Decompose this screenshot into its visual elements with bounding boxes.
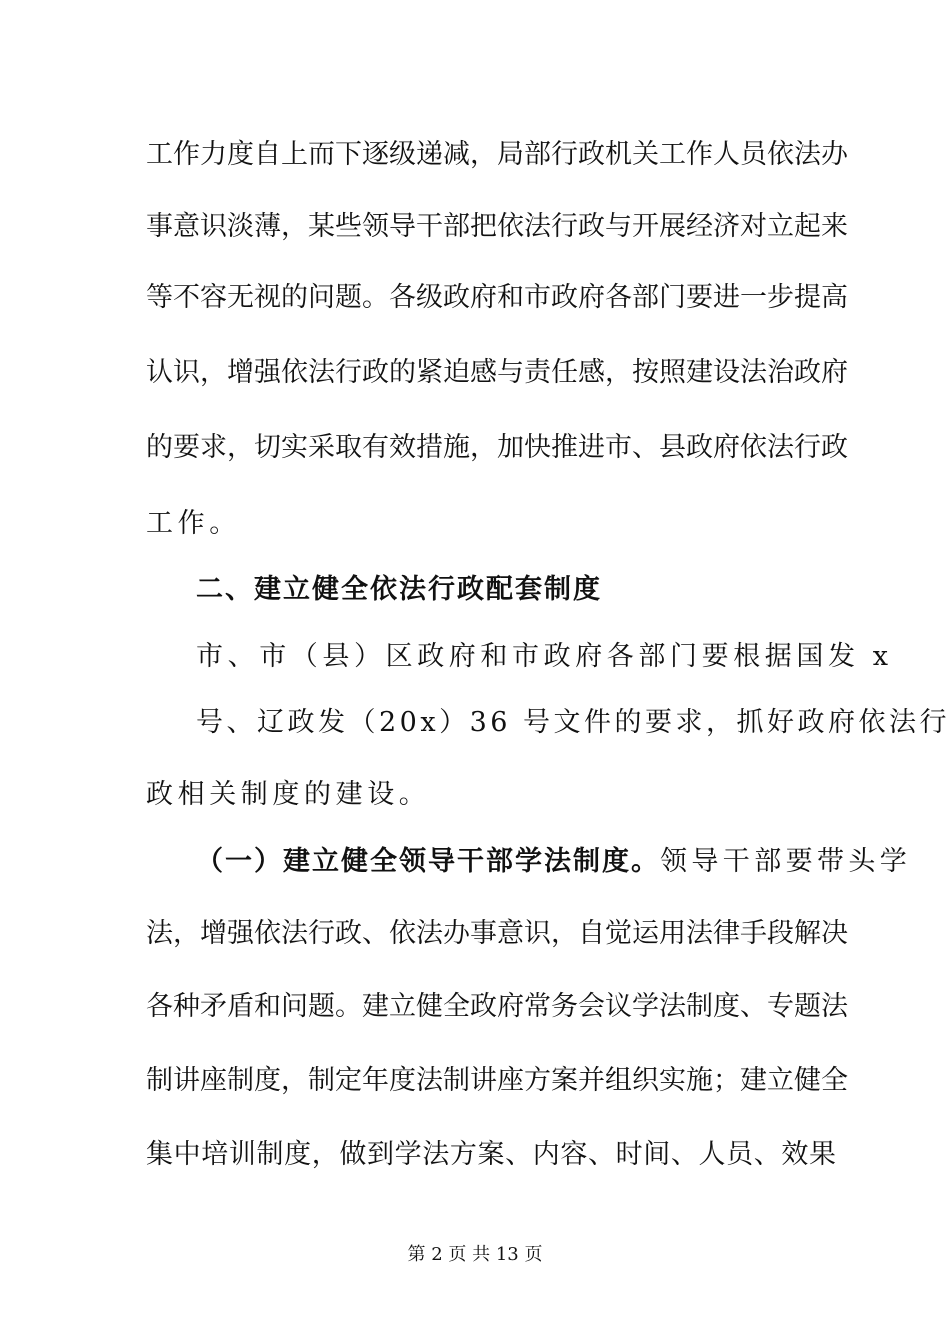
body-line-5: 的要求，切实采取有效措施，加快推进市、县政府依法行政 [146,432,848,463]
sub1-line-4: 制讲座制度，制定年度法制讲座方案并组织实施；建立健全 [146,1065,848,1096]
body-line-4: 认识，增强依法行政的紧迫感与责任感，按照建设法治政府 [146,357,848,388]
body-line-1: 工作力度自上而下逐级递减，局部行政机关工作人员依法办 [146,139,848,170]
body-line-2: 事意识淡薄，某些领导干部把依法行政与开展经济对立起来 [146,211,848,242]
body-line-3: 等不容无视的问题。各级政府和市政府各部门要进一步提高 [146,282,848,313]
para2-line-3: 政相关制度的建设。 [146,779,431,810]
page-number-footer: 第 2 页 共 13 页 [407,1244,543,1265]
subsection-1-first-line [196,845,911,879]
sub1-line-2: 法，增强依法行政、依法办事意识，自觉运用法律手段解决 [146,918,848,949]
sub1-line-3: 各种矛盾和问题。建立健全政府常务会议学法制度、专题法 [146,991,848,1022]
para2-line-1: 市、市（县）区政府和市政府各部门要根据国发 x [196,641,893,672]
subsection-1-heading: （一）建立健全领导干部学法制度。 [196,846,660,877]
subsection-1-text: 领导干部要带头学 [660,846,912,877]
section-heading-2: 二、建立健全依法行政配套制度 [196,574,602,605]
sub1-line-5: 集中培训制度，做到学法方案、内容、时间、人员、效果 [146,1139,836,1170]
para2-line-2: 号、辽政发（20x）36 号文件的要求，抓好政府依法行 [196,707,950,738]
body-line-6: 工作。 [146,508,241,539]
